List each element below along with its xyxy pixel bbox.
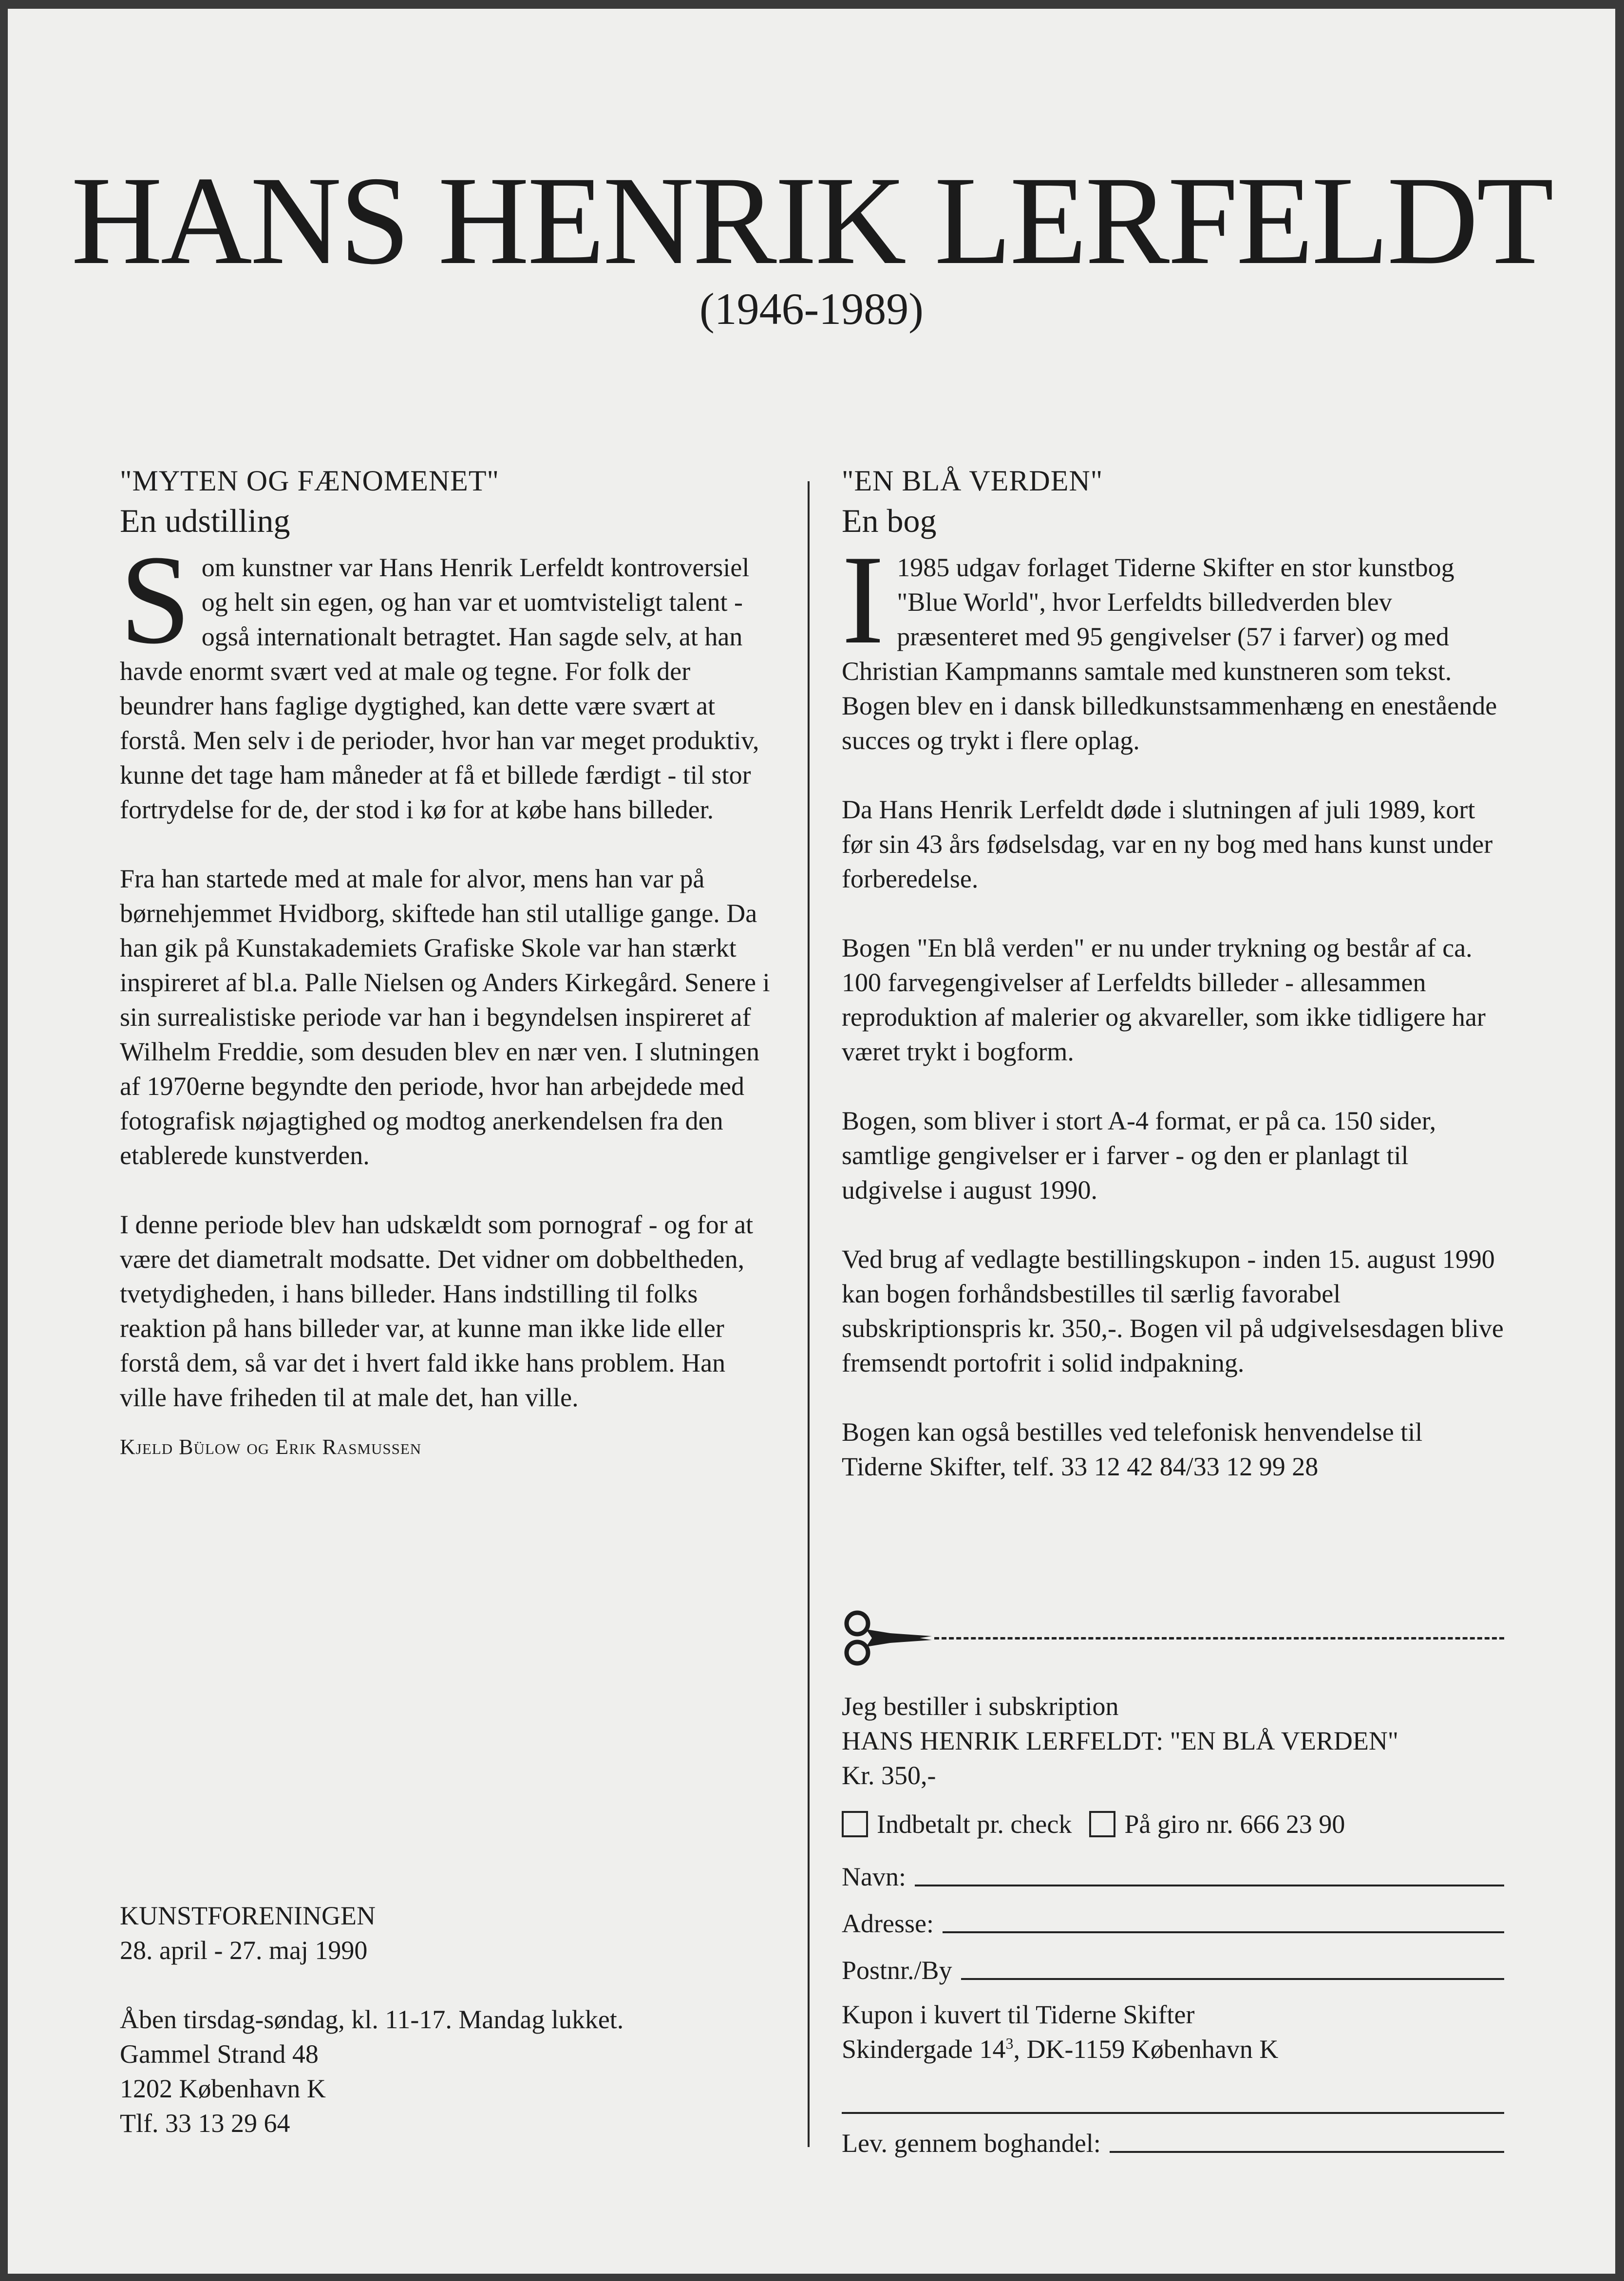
- order-coupon: [842, 1689, 1504, 2161]
- address-label: Adresse:: [842, 1909, 934, 1938]
- postal-underline[interactable]: [961, 1978, 1504, 1980]
- giro-payment-label: På giro nr. 666 23 90: [1124, 1809, 1345, 1839]
- book-paragraph-4: Bogen, som bliver i stort A-4 format, er på ca. 150 sider, samtlige gengivelser er i farver - og den er planlagt til udgivelse i august 1990.: [842, 1106, 1436, 1205]
- column-divider: [808, 481, 810, 2147]
- dashed-cut-line: [934, 1637, 1504, 1640]
- book-column: [842, 462, 1504, 1519]
- postal-field[interactable]: [842, 1941, 1504, 1988]
- mail-street: Skindergade 14: [842, 2035, 1006, 2064]
- check-payment-label: Indbetalt pr. check: [877, 1809, 1072, 1839]
- artist-title: HANS HENRIK LERFELDT: [71, 151, 1552, 291]
- exhibition-kicker: "MYTEN OG FÆNOMENET": [120, 465, 499, 497]
- book-paragraph-1: [842, 529, 1504, 758]
- book-paragraph-6: Bogen kan også bestilles ved telefonisk henvendelse til Tiderne Skifter, telf. 33 12 42 84/33 12 99 28: [842, 1417, 1423, 1481]
- coupon-cut-line: [842, 1609, 1509, 1667]
- exhibition-paragraph-3: I denne periode blev han udskældt som pornograf - og for at være det diametralt modsatte. Det vidner om dobbeltheden, tvetydigheden, i hans billeder. Hans indstilling til folks reaktion på hans billeder var, at kunne man ikke lide eller forstå dem, så var det i hvert fald ikke hans problem. Han ville have friheden til at male det, han ville.: [120, 1210, 754, 1412]
- venue-city: 1202 København K: [120, 2074, 326, 2103]
- paragraph-text: 1985 udgav forlaget Tiderne Skifter en stor kunstbog "Blue World", hvor Lerfeldts billedverden blev præsenteret med 95 gengivelser (57 i farver) og med Christian Kampmanns samtale med kunstneren som tekst. Bogen blev en i dansk billedkunstsammenhæng en enestående succes og trykt i flere oplag.: [842, 553, 1497, 755]
- venue-name: KUNSTFORENINGEN: [120, 1901, 376, 1930]
- coupon-line-2: HANS HENRIK LERFELDT: "EN BLÅ VERDEN": [842, 1726, 1398, 1755]
- mail-city: , DK-1159 København K: [1013, 2035, 1279, 2064]
- author-signature: Kjeld Bülow og Erik Rasmussen: [120, 1435, 422, 1459]
- name-underline[interactable]: [915, 1884, 1504, 1886]
- book-kicker: "EN BLÅ VERDEN": [842, 465, 1103, 497]
- mail-street-superscript: 3: [1005, 2035, 1014, 2052]
- giro-payment-checkbox[interactable]: [1089, 1811, 1115, 1837]
- mail-address: [842, 2032, 1504, 2067]
- coupon-price: Kr. 350,-: [842, 1761, 936, 1790]
- payment-options: [842, 1801, 1504, 1847]
- address-underline[interactable]: [943, 1931, 1504, 1933]
- scissors-icon: [842, 1609, 934, 1667]
- venue-phone: Tlf. 33 13 29 64: [120, 2109, 290, 2138]
- paragraph-text: om kunstner var Hans Henrik Lerfeldt kontroversiel og helt sin egen, og han var et uomtvisteligt talent - også internationalt betragtet. Han sagde selv, at han havde enormt svært ved at male og tegne. For folk der beundrer hans faglige dygtighed, kan dette være svært at forstå. Men selv i de perioder, hvor han var meget produktiv, kunne det tage ham måneder at få et billede færdigt - til stor fortrydelse for de, der stod i kø for at købe hans billeder.: [120, 553, 759, 824]
- exhibition-subhead: En udstilling: [120, 502, 290, 539]
- name-label: Navn:: [842, 1862, 906, 1891]
- venue-street: Gammel Strand 48: [120, 2039, 319, 2069]
- name-field[interactable]: [842, 1847, 1504, 1894]
- coupon-line-1: Jeg bestiller i subskription: [842, 1692, 1119, 1721]
- exhibition-paragraph-2: Fra han startede med at male for alvor, mens han var på børnehjemmet Hvidborg, skiftede han stil utallige gange. Da han gik på Kunstakademiets Grafiske Skole var han stærkt inspireret af bl.a. Palle Nielsen og Anders Kirkegård. Senere i sin surrealistiske periode var han i begyndelsen inspireret af Wilhelm Freddie, som desuden blev en nær ven. I slutningen af 1970erne begyndte den periode, hvor han arbejdede med fotografisk nøjagtighed og modtog anerkendelsen fra den etablerede kunstverden.: [120, 864, 770, 1170]
- book-paragraph-2: Da Hans Henrik Lerfeldt døde i slutningen af juli 1989, kort før sin 43 års fødselsdag, var en ny bog med hans kunst under forberedelse.: [842, 795, 1493, 893]
- exhibition-dates: 28. april - 27. maj 1990: [120, 1936, 368, 1965]
- exhibition-column: [120, 462, 773, 1464]
- drop-cap: I: [842, 529, 885, 670]
- artist-years: (1946-1989): [699, 284, 924, 334]
- drop-cap: S: [120, 529, 191, 670]
- book-paragraph-5: Ved brug af vedlagte bestillingskupon - inden 15. august 1990 kan bogen forhåndsbestilles til særlig favorabel subskriptionspris kr. 350,-. Bogen vil på udgivelsesdagen blive fremsendt portofrit i solid indpakning.: [842, 1244, 1504, 1377]
- bookseller-label: Lev. gennem boghandel:: [842, 2129, 1101, 2158]
- postal-label: Postnr./By: [842, 1956, 952, 1985]
- poster-sheet: [8, 9, 1615, 2274]
- opening-hours: Åben tirsdag-søndag, kl. 11-17. Mandag lukket.: [120, 2005, 624, 2034]
- bookseller-field[interactable]: [842, 2114, 1504, 2161]
- mail-instructions: [842, 1998, 1504, 2067]
- mail-line-1: Kupon i kuvert til Tiderne Skifter: [842, 2000, 1195, 2029]
- venue-info: [120, 1899, 753, 2141]
- bookseller-underline[interactable]: [1110, 2150, 1504, 2153]
- address-field[interactable]: [842, 1894, 1504, 1941]
- book-subhead: En bog: [842, 502, 937, 539]
- book-paragraph-3: Bogen "En blå verden" er nu under trykning og består af ca. 100 farvegengivelser af Lerfeldts billeder - allesammen reproduktion af malerier og akvareller, som ikke tidligere har været trykt i bogform.: [842, 933, 1486, 1066]
- exhibition-paragraph-1: [120, 529, 773, 827]
- check-payment-checkbox[interactable]: [842, 1811, 868, 1837]
